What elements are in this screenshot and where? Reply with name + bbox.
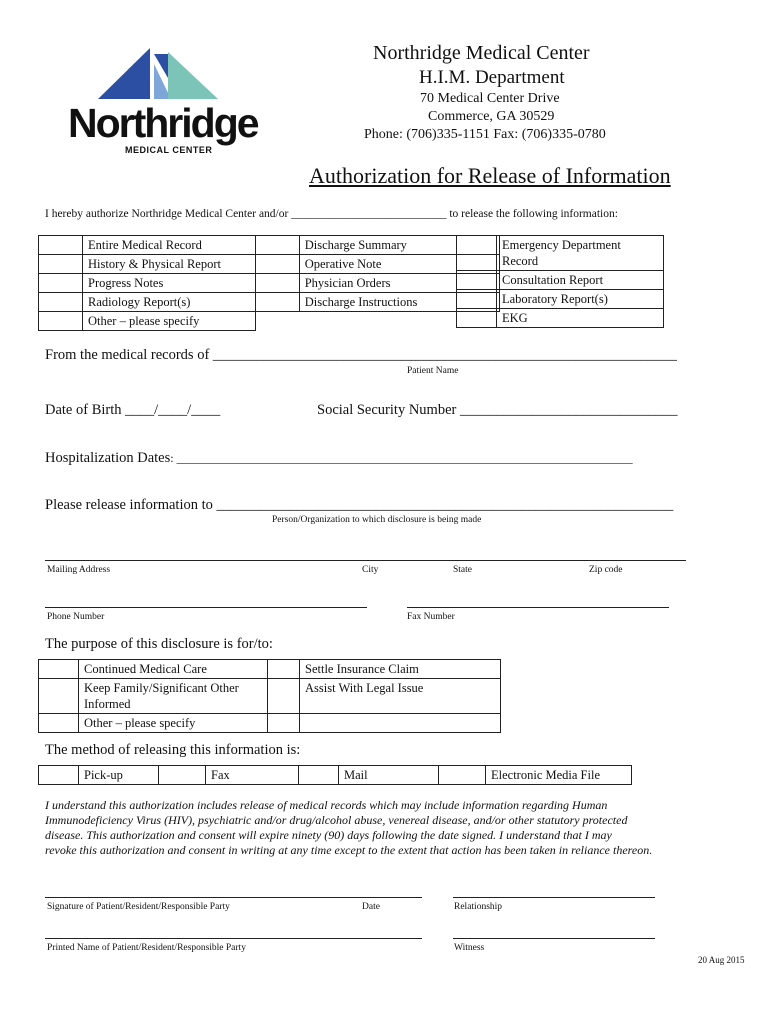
- checkbox-settle-insurance[interactable]: [268, 660, 300, 679]
- checkbox-consultation-report[interactable]: [457, 271, 497, 290]
- northridge-logo: [68, 44, 268, 159]
- checkbox-other-purpose[interactable]: [39, 714, 79, 733]
- from-records-line[interactable]: From the medical records of ________________________________________________________________: [45, 347, 677, 363]
- relationship-line[interactable]: [453, 897, 655, 898]
- checkbox-other-records[interactable]: [39, 312, 83, 331]
- statement-line-4: revoke this authorization and consent in writing at any time except to the extent that action has been taken in reliance thereon.: [45, 843, 653, 857]
- address-line-1: 70 Medical Center Drive: [420, 91, 560, 106]
- checkbox-discharge-instructions[interactable]: [255, 293, 299, 312]
- record-option: Progress Notes: [83, 274, 256, 293]
- checkbox-continued-care[interactable]: [39, 660, 79, 679]
- logo-wordmark: Northridge: [68, 100, 258, 146]
- authorize-statement: I hereby authorize Northridge Medical Center and/or ___________________________ to release the following information:: [45, 208, 618, 220]
- checkbox-keep-family-informed[interactable]: [39, 679, 79, 714]
- purpose-heading: The purpose of this disclosure is for/to:: [45, 636, 273, 652]
- checkbox-emergency-record[interactable]: [457, 236, 497, 271]
- checkbox-electronic-media[interactable]: [439, 766, 486, 785]
- org-name: Northridge Medical Center: [373, 42, 590, 64]
- fax-number-label: Fax Number: [407, 612, 455, 622]
- purpose-option: Settle Insurance Claim: [300, 660, 501, 679]
- footer-date: 20 Aug 2015: [698, 955, 745, 965]
- release-to-field[interactable]: Please release information to _______________________________________________________________: [45, 497, 674, 513]
- witness-line[interactable]: [453, 938, 655, 939]
- checkbox-pickup[interactable]: [39, 766, 79, 785]
- release-to-caption: Person/Organization to which disclosure is being made: [272, 515, 482, 525]
- department: H.I.M. Department: [419, 67, 565, 88]
- records-table: [38, 235, 500, 331]
- method-option: Electronic Media File: [486, 766, 632, 785]
- checkbox-discharge-summary[interactable]: [255, 236, 299, 255]
- record-option: Operative Note: [299, 255, 499, 274]
- hospitalization-dates-field[interactable]: [45, 450, 633, 467]
- printed-name-line[interactable]: [45, 938, 422, 939]
- ssn-field[interactable]: Social Security Number ______________________________: [317, 402, 678, 418]
- checkbox-history-physical[interactable]: [39, 255, 83, 274]
- method-table: [38, 765, 632, 785]
- statement-line-3: disease. This authorization and consent will expire ninety (90) days following the date signed. I understand that I may: [45, 828, 612, 842]
- record-option: Physician Orders: [299, 274, 499, 293]
- purpose-option: Keep Family/Significant Other Informed: [79, 679, 268, 714]
- patient-name-label: Patient Name: [407, 366, 459, 376]
- relationship-label: Relationship: [454, 902, 503, 912]
- checkbox-progress-notes[interactable]: [39, 274, 83, 293]
- witness-label: Witness: [454, 943, 485, 953]
- phone-number-line[interactable]: [45, 607, 367, 608]
- hospitalization-dates-line: : ____________________________________________________________________________: [170, 451, 633, 465]
- purpose-option: Other – please specify: [79, 714, 268, 733]
- checkbox-fax[interactable]: [159, 766, 206, 785]
- checkbox-mail[interactable]: [299, 766, 339, 785]
- method-option: Fax: [206, 766, 299, 785]
- checkbox-ekg[interactable]: [457, 309, 497, 328]
- mailing-address-label: Mailing Address: [47, 565, 111, 575]
- statement-line-1: I understand this authorization includes release of medical records which may include information regarding Human: [45, 798, 608, 812]
- record-option: History & Physical Report: [83, 255, 256, 274]
- checkbox-physician-orders[interactable]: [255, 274, 299, 293]
- fax-number-line[interactable]: [407, 607, 669, 608]
- mailing-address-line[interactable]: [45, 560, 686, 561]
- record-option: Laboratory Report(s): [497, 290, 664, 309]
- phone-number-label: Phone Number: [47, 612, 105, 622]
- purpose-option: Continued Medical Care: [79, 660, 268, 679]
- record-option: Other – please specify: [83, 312, 256, 331]
- printed-name-label: Printed Name of Patient/Resident/Responsible Party: [47, 943, 246, 953]
- signature-label: Signature of Patient/Resident/Responsible Party: [47, 902, 230, 912]
- signature-line[interactable]: [45, 897, 422, 898]
- state-label: State: [453, 565, 472, 575]
- method-option: Pick-up: [79, 766, 159, 785]
- city-label: City: [362, 565, 379, 575]
- record-option: EKG: [497, 309, 664, 328]
- method-heading: The method of releasing this information is:: [45, 742, 301, 758]
- checkbox-radiology-reports[interactable]: [39, 293, 83, 312]
- checkbox-laboratory-reports[interactable]: [457, 290, 497, 309]
- form-title: Authorization for Release of Information: [309, 163, 671, 188]
- zip-label: Zip code: [589, 565, 623, 575]
- purpose-table: [38, 659, 501, 733]
- record-option: Entire Medical Record: [83, 236, 256, 255]
- record-option: Discharge Instructions: [299, 293, 499, 312]
- purpose-option: Assist With Legal Issue: [300, 679, 501, 714]
- checkbox-entire-medical-record[interactable]: [39, 236, 83, 255]
- record-option: Emergency Department Record: [497, 236, 664, 271]
- date-of-birth-field[interactable]: Date of Birth ____/____/____: [45, 402, 221, 418]
- address-line-2: Commerce, GA 30529: [428, 109, 555, 124]
- statement-line-2: Immunodeficiency Virus (HIV), psychiatric and/or drug/alcohol abuse, venereal disease, and/or other statutory protected: [45, 813, 628, 827]
- date-label: Date: [362, 902, 380, 912]
- record-option: Discharge Summary: [299, 236, 499, 255]
- logo-mark-icon: [68, 44, 268, 104]
- records-table-col3: [456, 235, 664, 328]
- phone-fax: Phone: (706)335-1151 Fax: (706)335-0780: [364, 127, 606, 142]
- checkbox-legal-issue[interactable]: [268, 679, 300, 714]
- method-option: Mail: [339, 766, 439, 785]
- record-option: Consultation Report: [497, 271, 664, 290]
- record-option: Radiology Report(s): [83, 293, 256, 312]
- hospitalization-dates-label: Hospitalization Dates: [45, 450, 171, 466]
- checkbox-operative-note[interactable]: [255, 255, 299, 274]
- logo-subtitle: MEDICAL CENTER: [125, 145, 213, 155]
